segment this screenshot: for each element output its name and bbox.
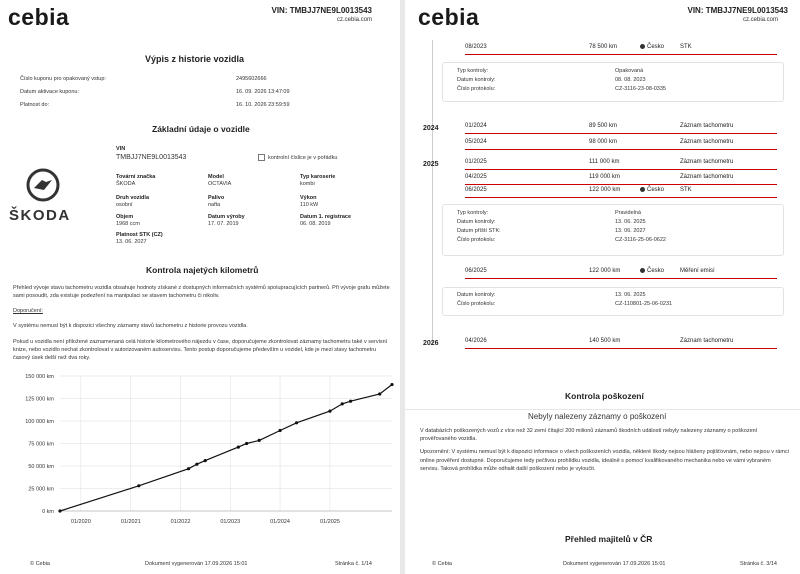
box-label: Datum kontroly: xyxy=(457,219,496,225)
km-data-point xyxy=(341,402,344,405)
km-data-point xyxy=(204,459,207,462)
row-date: 01/2025 xyxy=(465,159,487,165)
footer-generated-right: Dokument vygenerován 17.09.2026 15:01 xyxy=(563,561,666,567)
skoda-emblem-icon xyxy=(26,168,60,202)
body-value: kombi xyxy=(300,181,315,187)
y-tick-label: 100 000 km xyxy=(25,419,54,425)
timeline-row xyxy=(405,123,800,137)
damage-divider xyxy=(405,409,800,410)
coupon-label: Datum aktivace kuponu: xyxy=(20,89,80,95)
row-underline xyxy=(465,169,777,170)
model-value: OCTAVIA xyxy=(208,181,232,187)
timeline-row xyxy=(405,187,800,201)
cebia-logo-right: cebia xyxy=(418,4,480,30)
row-underline xyxy=(465,348,777,349)
flag-icon xyxy=(640,187,645,192)
y-tick-label: 125 000 km xyxy=(25,396,54,403)
body-label: Typ karoserie xyxy=(300,174,336,180)
timeline-row xyxy=(405,44,800,58)
y-tick-label: 0 km xyxy=(42,509,54,515)
damage-result: Nebyly nalezeny záznamy o poškození xyxy=(528,412,667,421)
km-title: Kontrola najetých kilometrů xyxy=(146,265,259,275)
km-data-point xyxy=(349,400,352,403)
row-country xyxy=(640,44,664,50)
vin-header: VIN: TMBJJ7NE9L0013543 xyxy=(271,6,372,15)
x-tick-label: 01/2022 xyxy=(170,519,191,525)
timeline-row xyxy=(405,338,800,352)
row-date: 01/2024 xyxy=(465,123,487,129)
row-date: 04/2026 xyxy=(465,338,487,344)
stk-label: Platnost STK (CZ) xyxy=(116,232,163,238)
coupon-value: 2495602666 xyxy=(236,76,267,82)
km-data-point xyxy=(245,442,248,445)
box-label: Číslo protokolu: xyxy=(457,237,496,243)
coupon-value: 16. 09. 2026 13:47:09 xyxy=(236,89,290,95)
skoda-wordmark: ŠKODA xyxy=(9,207,71,224)
vin-label: VIN xyxy=(116,146,126,152)
check-icon xyxy=(258,154,265,161)
box-label: Typ kontroly: xyxy=(457,210,489,216)
timeline-row xyxy=(405,174,800,188)
row-country-name: Česko xyxy=(647,44,665,51)
year-label: 2026 xyxy=(423,340,439,347)
row-km: 122 000 km xyxy=(589,187,621,193)
row-date: 06/2025 xyxy=(465,187,487,193)
year-label: 2024 xyxy=(423,125,439,132)
box-value: CZ-110801-25-06-0231 xyxy=(615,301,673,307)
coupon-label: Platnost do: xyxy=(20,102,50,108)
row-source: Záznam tachometru xyxy=(680,159,734,165)
row-source: Měření emisí xyxy=(680,268,715,274)
box-value: Opakovaná xyxy=(615,68,644,74)
row-source: Záznam tachometru xyxy=(680,174,734,180)
row-underline xyxy=(465,278,777,279)
fuel-value: nafta xyxy=(208,202,221,208)
made-value: 17. 07. 2019 xyxy=(208,221,239,227)
row-underline xyxy=(465,54,777,55)
basic-info-title: Základní údaje o vozidle xyxy=(152,124,250,134)
row-km: 111 000 km xyxy=(589,159,620,165)
row-km: 140 500 km xyxy=(589,338,621,344)
row-source: STK xyxy=(680,187,692,193)
row-underline xyxy=(465,149,777,150)
row-date: 05/2024 xyxy=(465,139,487,145)
vin-value: TMBJJ7NE9L0013543 xyxy=(116,154,187,161)
x-tick-label: 01/2025 xyxy=(320,519,340,525)
inspection-box-2025 xyxy=(442,204,784,256)
site-url-right[interactable]: cz.cebia.com xyxy=(742,17,778,23)
fuel-label: Palivo xyxy=(208,195,225,201)
coupon-value: 16. 10. 2026 23:59:59 xyxy=(236,102,290,108)
y-tick-label: 50 000 km xyxy=(28,464,54,470)
box-value: Pravidelná xyxy=(615,210,641,216)
power-value: 110 kW xyxy=(300,202,319,208)
footer-page: Stránka č. 1/14 xyxy=(335,561,372,567)
footer-copyright-right: © Cebia xyxy=(432,561,452,567)
km-warn-label: Doporučení: xyxy=(13,308,43,314)
model-label: Model xyxy=(208,174,224,180)
km-data-point xyxy=(378,392,381,395)
kind-label: Druh vozidla xyxy=(116,195,150,201)
box-value: 08. 08. 2023 xyxy=(615,77,646,83)
registration-label: Datum 1. registrace xyxy=(300,214,352,220)
box-label: Typ kontroly: xyxy=(457,68,489,74)
row-km: 78 500 km xyxy=(589,44,618,50)
km-data-point xyxy=(187,467,190,470)
made-label: Datum výroby xyxy=(208,214,245,220)
x-tick-label: 01/2020 xyxy=(70,519,91,525)
row-country-name: Česko xyxy=(647,187,665,194)
box-value: CZ-3116-23-08-0335 xyxy=(615,86,666,92)
volume-value: 1968 ccm xyxy=(116,221,140,227)
km-data-point xyxy=(237,446,240,449)
flag-icon xyxy=(640,44,645,49)
right-page xyxy=(405,0,800,574)
km-data-point xyxy=(195,463,198,466)
row-underline xyxy=(465,133,777,134)
cebia-logo: cebia xyxy=(8,4,70,30)
km-data-point xyxy=(258,439,261,442)
footer-copyright: © Cebia xyxy=(30,561,50,567)
flag-icon xyxy=(640,268,645,273)
km-data-point xyxy=(137,484,140,487)
vin-check-text: kontrolní číslice je v pořádku xyxy=(268,154,338,161)
row-source: Záznam tachometru xyxy=(680,338,734,344)
coupon-label: Číslo kuponu pro opakovaný vstup: xyxy=(20,76,106,82)
box-label: Datum kontroly: xyxy=(457,292,496,298)
row-underline xyxy=(465,184,777,185)
vin-header-right: VIN: TMBJJ7NE9L0013543 xyxy=(687,6,788,15)
km-data-point xyxy=(390,383,393,386)
km-intro: Přehled vývoje stavu tachometru vozidla obsahuje hodnoty získané z dostupných informačních systémů spolupracujících partnerů. Při vývoje grafu můžete sami posoudit, zda existuje podezření na manipulaci se stavem tachometru či nikoliv. xyxy=(13,285,390,299)
row-country xyxy=(640,187,664,193)
x-tick-label: 01/2024 xyxy=(270,519,291,525)
site-url[interactable]: cz.cebia.com xyxy=(336,17,372,23)
emission-box-2025 xyxy=(442,287,784,316)
damage-text: V databázích poškozených vozů z více než 32 zemí čítající 200 milionů záznamů škodních událostí nebyly nalezeny záznamy o poškození prověřovaného vozidla. xyxy=(420,428,758,442)
box-value: 13. 06. 2027 xyxy=(615,228,646,234)
timeline-row xyxy=(405,268,800,282)
vin-check xyxy=(258,154,337,161)
x-tick-label: 01/2023 xyxy=(220,519,241,525)
y-tick-label: 75 000 km xyxy=(28,441,54,448)
row-date: 08/2023 xyxy=(465,44,487,50)
footer-page-right: Stránka č. 3/14 xyxy=(740,561,777,567)
y-tick-label: 25 000 km xyxy=(28,486,54,493)
y-tick-label: 150 000 km xyxy=(25,374,54,380)
footer-generated: Dokument vygenerován 17.09.2026 15:01 xyxy=(145,561,248,567)
row-underline xyxy=(465,197,777,198)
row-km: 98 000 km xyxy=(589,139,618,145)
box-value: 13. 06. 2025 xyxy=(615,219,646,225)
make-label: Tovární značka xyxy=(116,174,156,180)
box-label: Datum příští STK: xyxy=(457,228,501,234)
registration-value: 06. 08. 2019 xyxy=(300,221,331,227)
box-label: Datum kontroly: xyxy=(457,77,496,83)
box-label: Číslo protokolu: xyxy=(457,86,496,92)
make-value: ŠKODA xyxy=(116,181,136,187)
km-data-point xyxy=(278,429,281,432)
page-title: Výpis z historie vozidla xyxy=(145,54,245,64)
power-label: Výkon xyxy=(300,195,317,201)
row-km: 89 500 km xyxy=(589,123,618,129)
damage-warning: Upozornění: V systému nemusí být k dispozici informace o všech poškozeních vozidla, některé škody nejsou hlášeny pojišťovnám, nebo nejsou v rámci online prověření dostupné. Doporučujeme tedy pečlivou prohlídku vozidla, ideálně s pomocí kvalifikovaného mechanika nebo ve vámi vybraném servisu. Taková prohlídka může odhalit další poškození nebo je vyloučit. xyxy=(420,449,789,472)
box-value: 13. 06. 2025 xyxy=(615,292,646,298)
km-data-point xyxy=(58,509,61,512)
km-data-point xyxy=(328,410,331,413)
timeline-row xyxy=(405,139,800,153)
row-source: Záznam tachometru xyxy=(680,123,734,129)
km-note: V systému nemusí být k dispozici všechny záznamy stavů tachometru z historie provozu vozidla. xyxy=(13,323,248,329)
box-label: Číslo protokolu: xyxy=(457,301,496,307)
row-km: 122 000 km xyxy=(589,268,621,274)
row-date: 06/2025 xyxy=(465,268,487,274)
volume-label: Objem xyxy=(116,214,134,220)
km-chart xyxy=(0,368,400,528)
x-tick-label: 01/2021 xyxy=(120,519,141,525)
row-date: 04/2025 xyxy=(465,174,487,180)
damage-title: Kontrola poškození xyxy=(565,391,644,401)
km-advice: Pokud u vozidla není přiložené zaznamenaná celá historie kilometrového nájezdu v čase, doporučujeme zkontrolovat záznamy tachometru také v servisní knize, nebo vozidlo nechat zkontrolovat v autorizovaném autoservisu. Tento postup doporučujeme především u vozidel, kde je mezi stavy tachometru časový úsek delší než dva roky. xyxy=(13,339,388,361)
stk-value: 13. 06. 2027 xyxy=(116,239,147,245)
row-km: 119 000 km xyxy=(589,174,620,180)
km-data-point xyxy=(295,421,298,424)
inspection-box-2023 xyxy=(442,62,784,102)
kind-value: osobní xyxy=(116,202,133,208)
owners-title: Přehled majitelů v ČR xyxy=(565,534,653,544)
row-source: Záznam tachometru xyxy=(680,139,734,145)
timeline-row xyxy=(405,159,800,173)
year-label: 2025 xyxy=(423,161,439,168)
row-source: STK xyxy=(680,44,692,50)
box-value: CZ-3116-25-06-0622 xyxy=(615,237,666,243)
row-country xyxy=(640,268,664,274)
row-country-name: Česko xyxy=(647,268,665,275)
